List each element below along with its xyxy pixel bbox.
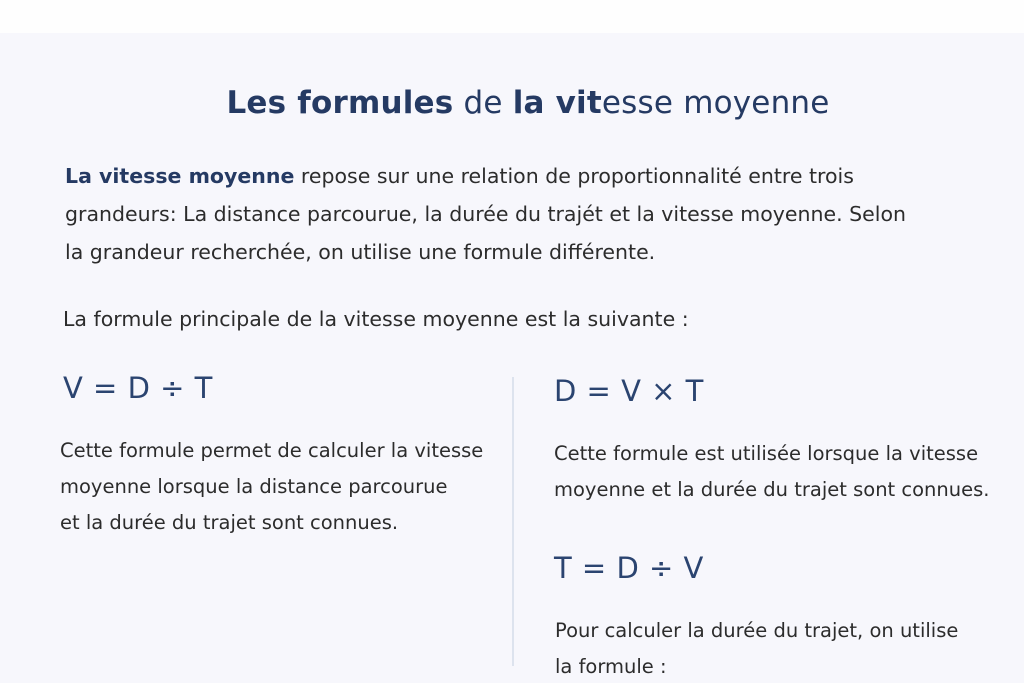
title-part-1: Les formules <box>226 85 454 121</box>
formula-distance: D = V × T <box>554 374 704 408</box>
desc-line: moyenne lorsque la distance parcourue <box>60 475 448 498</box>
intro-line-1-rest: repose sur une relation de proportionnalité entre trois <box>294 164 854 188</box>
desc-line: Cette formule permet de calculer la vitesse <box>60 439 484 462</box>
desc-line: et la durée du trajet sont connues. <box>60 511 399 534</box>
desc-line: moyenne et la durée du trajet sont connues. <box>554 478 990 501</box>
intro-paragraph <box>65 157 995 271</box>
formula-speed-description <box>60 433 483 541</box>
desc-line: Pour calculer la durée du trajet, on utilise <box>555 619 959 642</box>
desc-line: la formule : <box>555 655 667 678</box>
page-title <box>0 85 1024 121</box>
formula-time: T = D ÷ V <box>554 551 704 585</box>
intro-line-2: grandeurs: La distance parcourue, la durée du trajét et la vitesse moyenne. Selon <box>65 202 907 226</box>
formula-distance-description <box>554 436 989 508</box>
intro-line-1 <box>65 157 995 195</box>
top-strip <box>0 0 1024 33</box>
title-part-3: la vit <box>512 85 602 121</box>
intro-lead-term: La vitesse moyenne <box>65 164 295 188</box>
title-part-4: esse moyenne <box>601 85 830 121</box>
desc-line: Cette formule est utilisée lorsque la vitesse <box>554 442 979 465</box>
formula-speed: V = D ÷ T <box>63 371 213 405</box>
formula-time-description <box>555 613 958 683</box>
title-part-2: de <box>453 85 513 121</box>
column-divider <box>512 377 514 666</box>
intro-line-3: la grandeur recherchée, on utilise une formule différente. <box>65 240 656 264</box>
principal-formula-sentence: La formule principale de la vitesse moyenne est la suivante : <box>63 307 689 331</box>
